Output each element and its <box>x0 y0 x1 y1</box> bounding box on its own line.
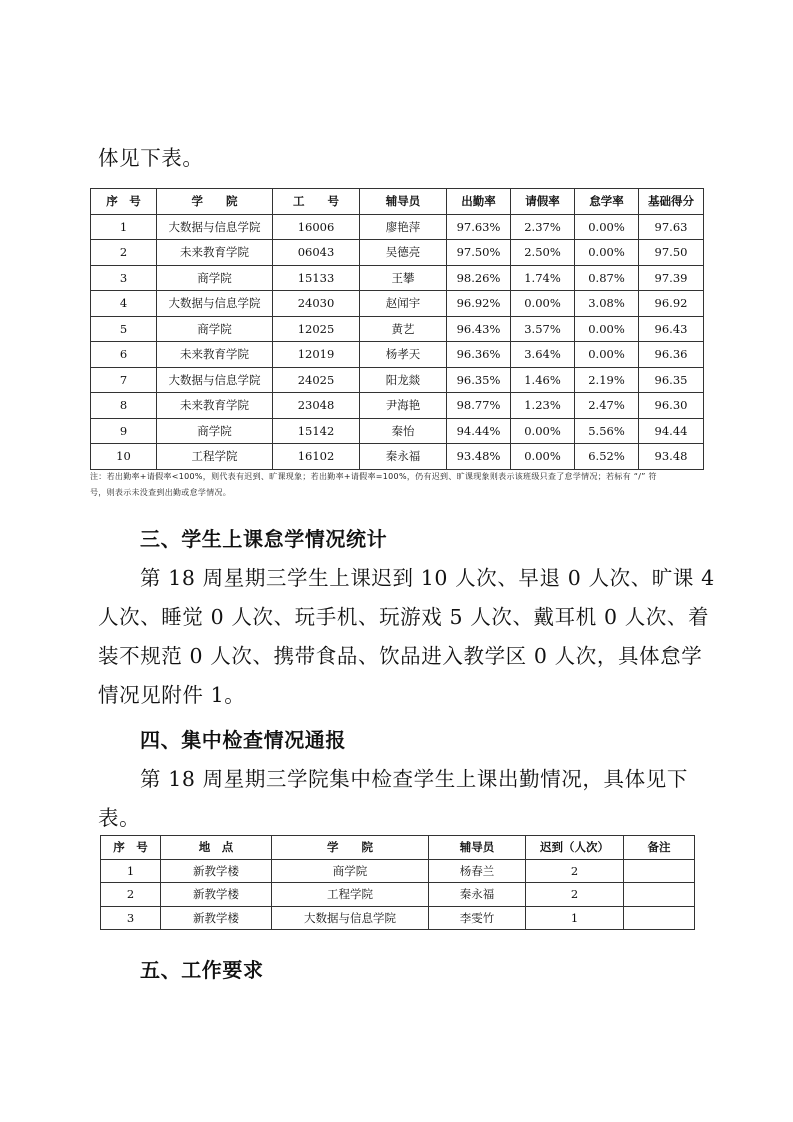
cell-college: 工程学院 <box>272 883 429 907</box>
section-3-heading: 三、学生上课怠学情况统计 <box>140 527 388 551</box>
cell-late-count: 2 <box>526 859 624 883</box>
cell-remarks <box>624 859 695 883</box>
cell-base-score: 93.48 <box>639 444 704 470</box>
table-row <box>91 316 704 342</box>
table-row <box>91 418 704 444</box>
cell-index: 5 <box>91 316 157 342</box>
cell-base-score: 94.44 <box>639 418 704 444</box>
cell-leave-rate: 2.37% <box>511 214 575 240</box>
table-row <box>91 342 704 368</box>
cell-attendance-rate: 98.26% <box>447 265 511 291</box>
cell-counselor: 秦永福 <box>429 883 526 907</box>
table-row <box>91 444 704 470</box>
section-4-line-2: 表。 <box>98 806 141 830</box>
cell-counselor: 秦怡 <box>360 418 447 444</box>
cell-staff-id: 16006 <box>273 214 360 240</box>
table-note-line-1: 注：若出勤率+请假率<100%，则代表有迟到、旷课现象；若出勤率+请假率=100%，仍有迟到、旷课现象则表示该班级只查了怠学情况；若标有 “/” 符 <box>90 472 657 481</box>
cell-college: 大数据与信息学院 <box>157 291 273 317</box>
col-header-staff-id: 工 号 <box>273 189 360 215</box>
cell-counselor: 廖艳萍 <box>360 214 447 240</box>
attendance-table <box>90 188 704 470</box>
cell-counselor: 赵闻宇 <box>360 291 447 317</box>
col-header-counselor: 辅导员 <box>429 836 526 860</box>
table-row <box>91 214 704 240</box>
cell-location: 新教学楼 <box>161 859 272 883</box>
cell-index: 1 <box>101 859 161 883</box>
cell-college: 未来教育学院 <box>157 393 273 419</box>
cell-remarks <box>624 883 695 907</box>
cell-index: 7 <box>91 367 157 393</box>
col-header-index: 序 号 <box>101 836 161 860</box>
cell-index: 3 <box>91 265 157 291</box>
cell-staff-id: 24025 <box>273 367 360 393</box>
cell-college: 商学院 <box>157 418 273 444</box>
col-header-index: 序 号 <box>91 189 157 215</box>
cell-remarks <box>624 906 695 930</box>
section-3-line-1: 第 18 周星期三学生上课迟到 10 人次、早退 0 人次、旷课 4 <box>140 566 715 590</box>
cell-attendance-rate: 96.36% <box>447 342 511 368</box>
cell-leave-rate: 1.46% <box>511 367 575 393</box>
cell-counselor: 秦永福 <box>360 444 447 470</box>
section-4-line-1: 第 18 周星期三学院集中检查学生上课出勤情况，具体见下 <box>140 767 688 791</box>
cell-truancy-rate: 0.00% <box>575 342 639 368</box>
cell-staff-id: 23048 <box>273 393 360 419</box>
table-row <box>101 906 695 930</box>
table-row <box>91 291 704 317</box>
cell-truancy-rate: 0.00% <box>575 240 639 266</box>
cell-counselor: 黄艺 <box>360 316 447 342</box>
cell-base-score: 97.63 <box>639 214 704 240</box>
cell-base-score: 96.43 <box>639 316 704 342</box>
cell-attendance-rate: 94.44% <box>447 418 511 444</box>
cell-base-score: 97.39 <box>639 265 704 291</box>
col-header-base-score: 基础得分 <box>639 189 704 215</box>
cell-counselor: 王攀 <box>360 265 447 291</box>
cell-attendance-rate: 96.92% <box>447 291 511 317</box>
cell-truancy-rate: 6.52% <box>575 444 639 470</box>
col-header-leave-rate: 请假率 <box>511 189 575 215</box>
section-4-heading: 四、集中检查情况通报 <box>140 728 346 752</box>
cell-base-score: 96.36 <box>639 342 704 368</box>
intro-text: 体见下表。 <box>98 146 204 170</box>
table-row <box>91 265 704 291</box>
cell-attendance-rate: 98.77% <box>447 393 511 419</box>
col-header-remarks: 备注 <box>624 836 695 860</box>
cell-college: 商学院 <box>272 859 429 883</box>
cell-staff-id: 12019 <box>273 342 360 368</box>
section-3-line-4: 情况见附件 1。 <box>98 683 246 707</box>
cell-counselor: 阳龙燚 <box>360 367 447 393</box>
cell-index: 4 <box>91 291 157 317</box>
cell-location: 新教学楼 <box>161 906 272 930</box>
inspection-table <box>100 835 695 930</box>
cell-staff-id: 15133 <box>273 265 360 291</box>
cell-attendance-rate: 96.35% <box>447 367 511 393</box>
cell-college: 大数据与信息学院 <box>157 214 273 240</box>
col-header-college: 学 院 <box>157 189 273 215</box>
cell-leave-rate: 2.50% <box>511 240 575 266</box>
cell-base-score: 96.30 <box>639 393 704 419</box>
table-header-row <box>91 189 704 215</box>
table-header-row <box>101 836 695 860</box>
cell-truancy-rate: 0.00% <box>575 214 639 240</box>
col-header-attendance-rate: 出勤率 <box>447 189 511 215</box>
cell-base-score: 97.50 <box>639 240 704 266</box>
cell-index: 9 <box>91 418 157 444</box>
col-header-counselor: 辅导员 <box>360 189 447 215</box>
table-row <box>101 859 695 883</box>
cell-index: 2 <box>101 883 161 907</box>
table-row <box>91 240 704 266</box>
cell-leave-rate: 0.00% <box>511 291 575 317</box>
cell-late-count: 2 <box>526 883 624 907</box>
cell-staff-id: 15142 <box>273 418 360 444</box>
table-note-line-2: 号，则表示未没查到出勤或怠学情况。 <box>90 488 232 497</box>
cell-truancy-rate: 5.56% <box>575 418 639 444</box>
cell-staff-id: 16102 <box>273 444 360 470</box>
cell-college: 商学院 <box>157 265 273 291</box>
cell-index: 1 <box>91 214 157 240</box>
section-5-heading: 五、工作要求 <box>140 958 264 982</box>
cell-index: 6 <box>91 342 157 368</box>
cell-counselor: 尹海艳 <box>360 393 447 419</box>
cell-college: 大数据与信息学院 <box>157 367 273 393</box>
col-header-truancy-rate: 怠学率 <box>575 189 639 215</box>
cell-index: 8 <box>91 393 157 419</box>
cell-truancy-rate: 0.00% <box>575 316 639 342</box>
cell-college: 未来教育学院 <box>157 240 273 266</box>
cell-staff-id: 06043 <box>273 240 360 266</box>
cell-index: 2 <box>91 240 157 266</box>
cell-staff-id: 12025 <box>273 316 360 342</box>
col-header-college: 学 院 <box>272 836 429 860</box>
cell-truancy-rate: 0.87% <box>575 265 639 291</box>
cell-college: 未来教育学院 <box>157 342 273 368</box>
cell-leave-rate: 0.00% <box>511 444 575 470</box>
cell-truancy-rate: 3.08% <box>575 291 639 317</box>
cell-attendance-rate: 97.50% <box>447 240 511 266</box>
section-3-line-3: 装不规范 0 人次、携带食品、饮品进入教学区 0 人次，具体怠学 <box>98 644 703 668</box>
cell-counselor: 杨春兰 <box>429 859 526 883</box>
table-row <box>91 367 704 393</box>
cell-base-score: 96.35 <box>639 367 704 393</box>
table-row <box>101 883 695 907</box>
cell-counselor: 李雯竹 <box>429 906 526 930</box>
cell-location: 新教学楼 <box>161 883 272 907</box>
cell-attendance-rate: 93.48% <box>447 444 511 470</box>
cell-college: 工程学院 <box>157 444 273 470</box>
cell-college: 大数据与信息学院 <box>272 906 429 930</box>
cell-attendance-rate: 96.43% <box>447 316 511 342</box>
cell-index: 10 <box>91 444 157 470</box>
cell-index: 3 <box>101 906 161 930</box>
cell-counselor: 杨孝天 <box>360 342 447 368</box>
section-3-line-2: 人次、睡觉 0 人次、玩手机、玩游戏 5 人次、戴耳机 0 人次、着 <box>98 605 710 629</box>
cell-truancy-rate: 2.47% <box>575 393 639 419</box>
cell-base-score: 96.92 <box>639 291 704 317</box>
table-row <box>91 393 704 419</box>
cell-leave-rate: 3.64% <box>511 342 575 368</box>
cell-college: 商学院 <box>157 316 273 342</box>
cell-leave-rate: 1.23% <box>511 393 575 419</box>
col-header-location: 地 点 <box>161 836 272 860</box>
cell-late-count: 1 <box>526 906 624 930</box>
cell-leave-rate: 3.57% <box>511 316 575 342</box>
cell-truancy-rate: 2.19% <box>575 367 639 393</box>
cell-attendance-rate: 97.63% <box>447 214 511 240</box>
cell-counselor: 吴德亮 <box>360 240 447 266</box>
cell-leave-rate: 1.74% <box>511 265 575 291</box>
col-header-late-count: 迟到（人次） <box>526 836 624 860</box>
cell-staff-id: 24030 <box>273 291 360 317</box>
cell-leave-rate: 0.00% <box>511 418 575 444</box>
